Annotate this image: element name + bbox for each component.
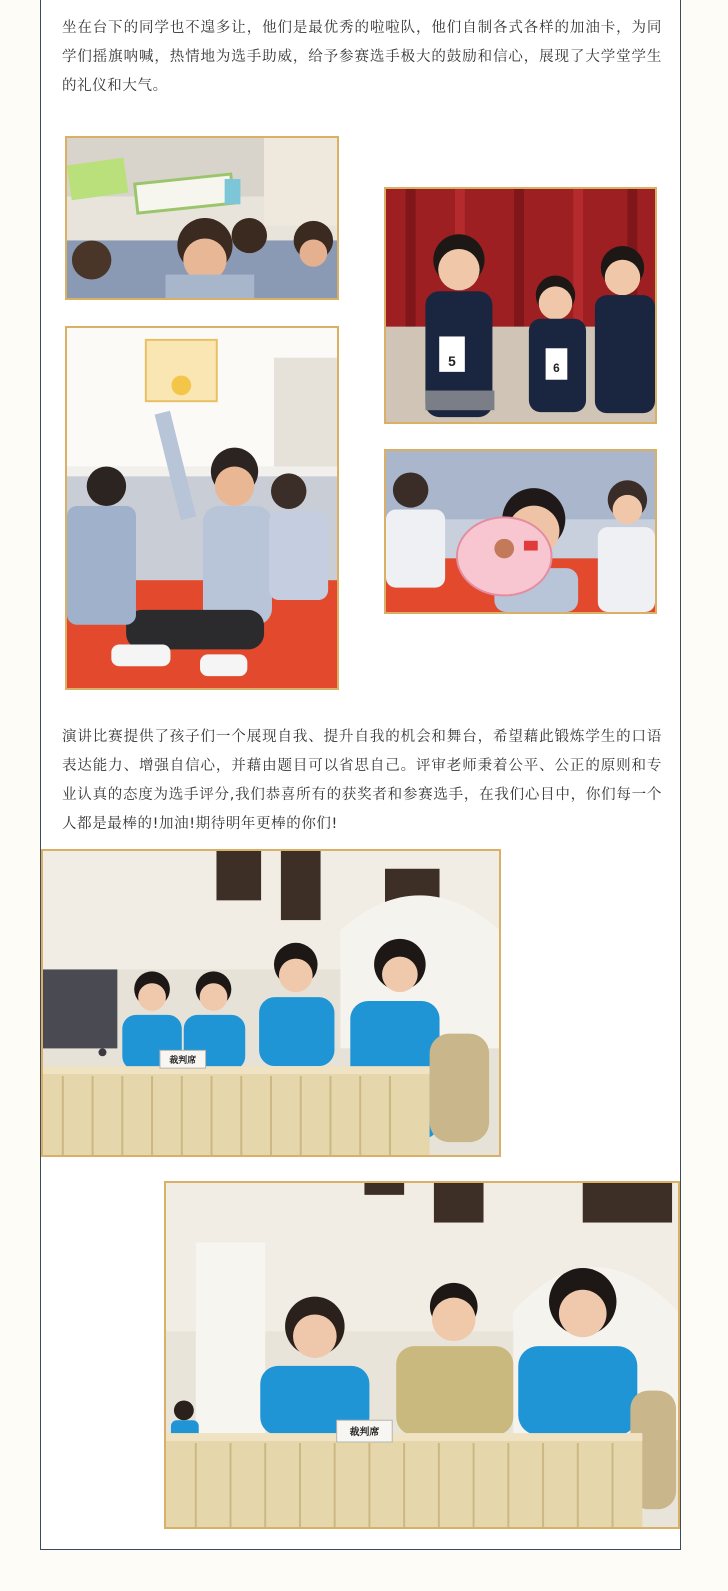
photo-boy-raising-sign — [65, 326, 339, 690]
photo-three-judges — [164, 1181, 680, 1529]
photo-girl-with-pink-card — [384, 449, 657, 614]
judges-table-sign-1: 裁判席 — [169, 1056, 197, 1067]
contestant-number-5: 5 — [448, 353, 456, 369]
article-paragraph-1: 坐在台下的同学也不遑多让，他们是最优秀的啦啦队，他们自制各式各样的加油卡，为同学们摇旗呐喊，热情地为选手助威，给予参赛选手极大的鼓励和信心，展现了大学堂学生的礼仪和大气。 — [62, 20, 662, 94]
contestant-number-6: 6 — [553, 360, 560, 375]
article-paragraph-2: 演讲比赛提供了孩子们一个展现自我、提升自我的机会和舞台，希望藉此锻炼学生的口语表达能力、增强自信心，并藉由题目可以省思自己。评审老师秉着公平、公正的原则和专业认真的态度为选手评分,我们恭喜所有的获奖者和参赛选手，在我们心目中，你们每一个人都是最棒的!加油!期待明年更棒的你们! — [62, 729, 662, 832]
photo-contestants-with-numbers — [384, 187, 657, 424]
judges-table-sign-2: 裁判席 — [349, 1427, 380, 1439]
photo-students-holding-cards — [65, 136, 339, 300]
article-frame — [40, 0, 681, 1550]
photo-four-judges — [41, 849, 501, 1157]
